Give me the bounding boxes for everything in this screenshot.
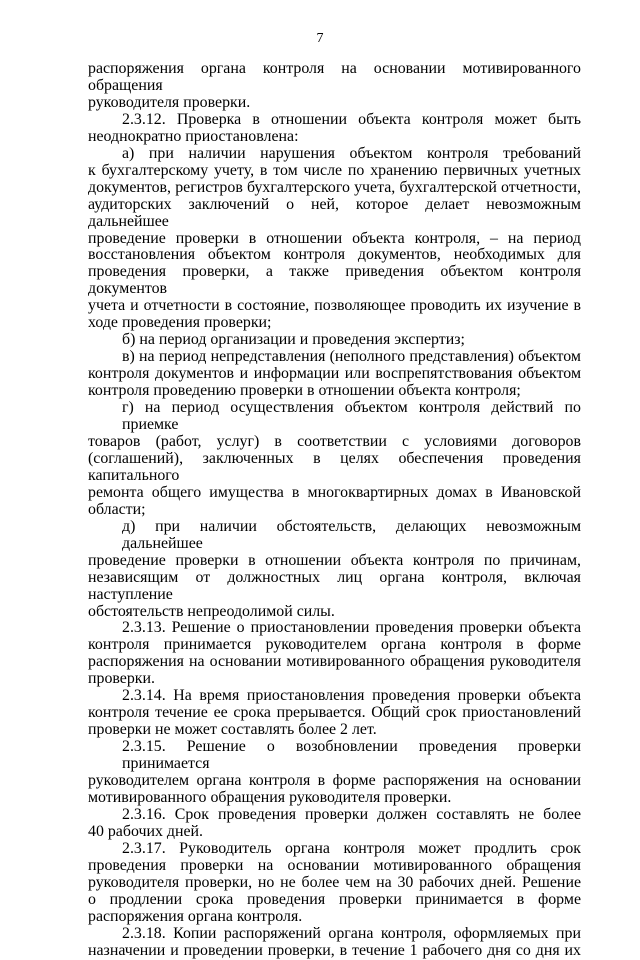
text-line: к бухгалтерскому учету, в том числе по хранению первичных учетных (88, 161, 581, 179)
page-number: 7 (316, 31, 324, 46)
text-line: документов, регистров бухгалтерского учета, бухгалтерской отчетности, (88, 178, 581, 196)
text-line: восстановления объектом контроля документов, необходимых для (88, 246, 581, 264)
text-line: проведение проверки в отношении объекта контроля по причинам, (88, 551, 581, 569)
text-line: а) при наличии нарушения объектом контроля требований (122, 144, 581, 162)
text-line: назначении и проведении проверки, в течение 1 рабочего дня со дня их (88, 941, 581, 959)
text-line: б) на период организации и проведения экспертиз; (122, 331, 465, 349)
text-line: обстоятельств непреодолимой силы. (88, 602, 335, 620)
text-line: ремонта общего имущества в многоквартирных домах в Ивановской (88, 483, 581, 501)
text-line: контроля документов и информации или воспрепятствования объектом (88, 365, 581, 383)
text-line: 2.3.18. Копии распоряжений органа контроля, оформляемых при (122, 924, 581, 942)
text-line: неоднократно приостановлена: (88, 127, 299, 145)
text-line: контроля течение ее срока прерывается. Общий срок приостановлений (88, 704, 581, 722)
text-line: г) на период осуществления объектом контроля действий по приемке (122, 399, 581, 434)
text-line: мотивированного обращения руководителя проверки. (88, 788, 452, 806)
text-line: руководителем органа контроля в форме распоряжения на основании (88, 772, 581, 790)
text-line: 40 рабочих дней. (88, 822, 204, 840)
document-text (88, 61, 581, 960)
text-line: руководителя проверки, но не более чем на 30 рабочих дней. Решение (88, 873, 581, 891)
text-line: проверки. (88, 670, 155, 688)
text-line: д) при наличии обстоятельств, делающих невозможным дальнейшее (122, 517, 581, 552)
text-line: аудиторских заключений о ней, которое делает невозможным дальнейшее (88, 195, 581, 230)
text-line: в) на период непредставления (неполного представления) объектом (122, 348, 581, 366)
text-line: независящим от должностных лиц органа контроля, включая наступление (88, 568, 581, 603)
text-line: области; (88, 500, 146, 518)
text-line: 2.3.14. На время приостановления проведения проверки объекта (122, 687, 581, 705)
text-line: распоряжения на основании мотивированного обращения руководителя (88, 653, 581, 671)
text-line: о продлении срока проведения проверки принимается в форме (88, 890, 581, 908)
text-line: 2.3.16. Срок проведения проверки должен составлять не более (122, 805, 581, 823)
text-line: ходе проведения проверки; (88, 314, 272, 332)
text-line: контроля проведению проверки в отношении объекта контроля; (88, 382, 521, 400)
text-line: проверки не может составлять более 2 лет. (88, 721, 377, 739)
text-line: проведение проверки в отношении объекта контроля, – на период (88, 229, 581, 247)
text-line: учета и отчетности в состояние, позволяющее проводить их изучение в (88, 297, 581, 315)
text-line: 2.3.17. Руководитель органа контроля может продлить срок (122, 839, 581, 857)
text-line: распоряжения органа контроля на основании мотивированного обращения (88, 60, 581, 94)
text-line: проведения проверки, а также приведения объектом контроля документов (88, 263, 581, 298)
text-line: контроля принимается руководителем органа контроля в форме (88, 636, 581, 654)
text-line: товаров (работ, услуг) в соответствии с условиями договоров (88, 432, 581, 450)
text-line: (соглашений), заключенных в целях обеспечения проведения капитального (88, 449, 581, 484)
text-line: проведения проверки на основании мотивированного обращения (88, 856, 581, 874)
text-line: 2.3.15. Решение о возобновлении проведения проверки принимается (122, 738, 581, 773)
text-line: распоряжения органа контроля. (88, 907, 303, 925)
text-line: 2.3.13. Решение о приостановлении проведения проверки объекта (122, 619, 581, 637)
text-line: 2.3.12. Проверка в отношении объекта контроля может быть (122, 110, 581, 128)
text-line: руководителя проверки. (88, 93, 251, 111)
